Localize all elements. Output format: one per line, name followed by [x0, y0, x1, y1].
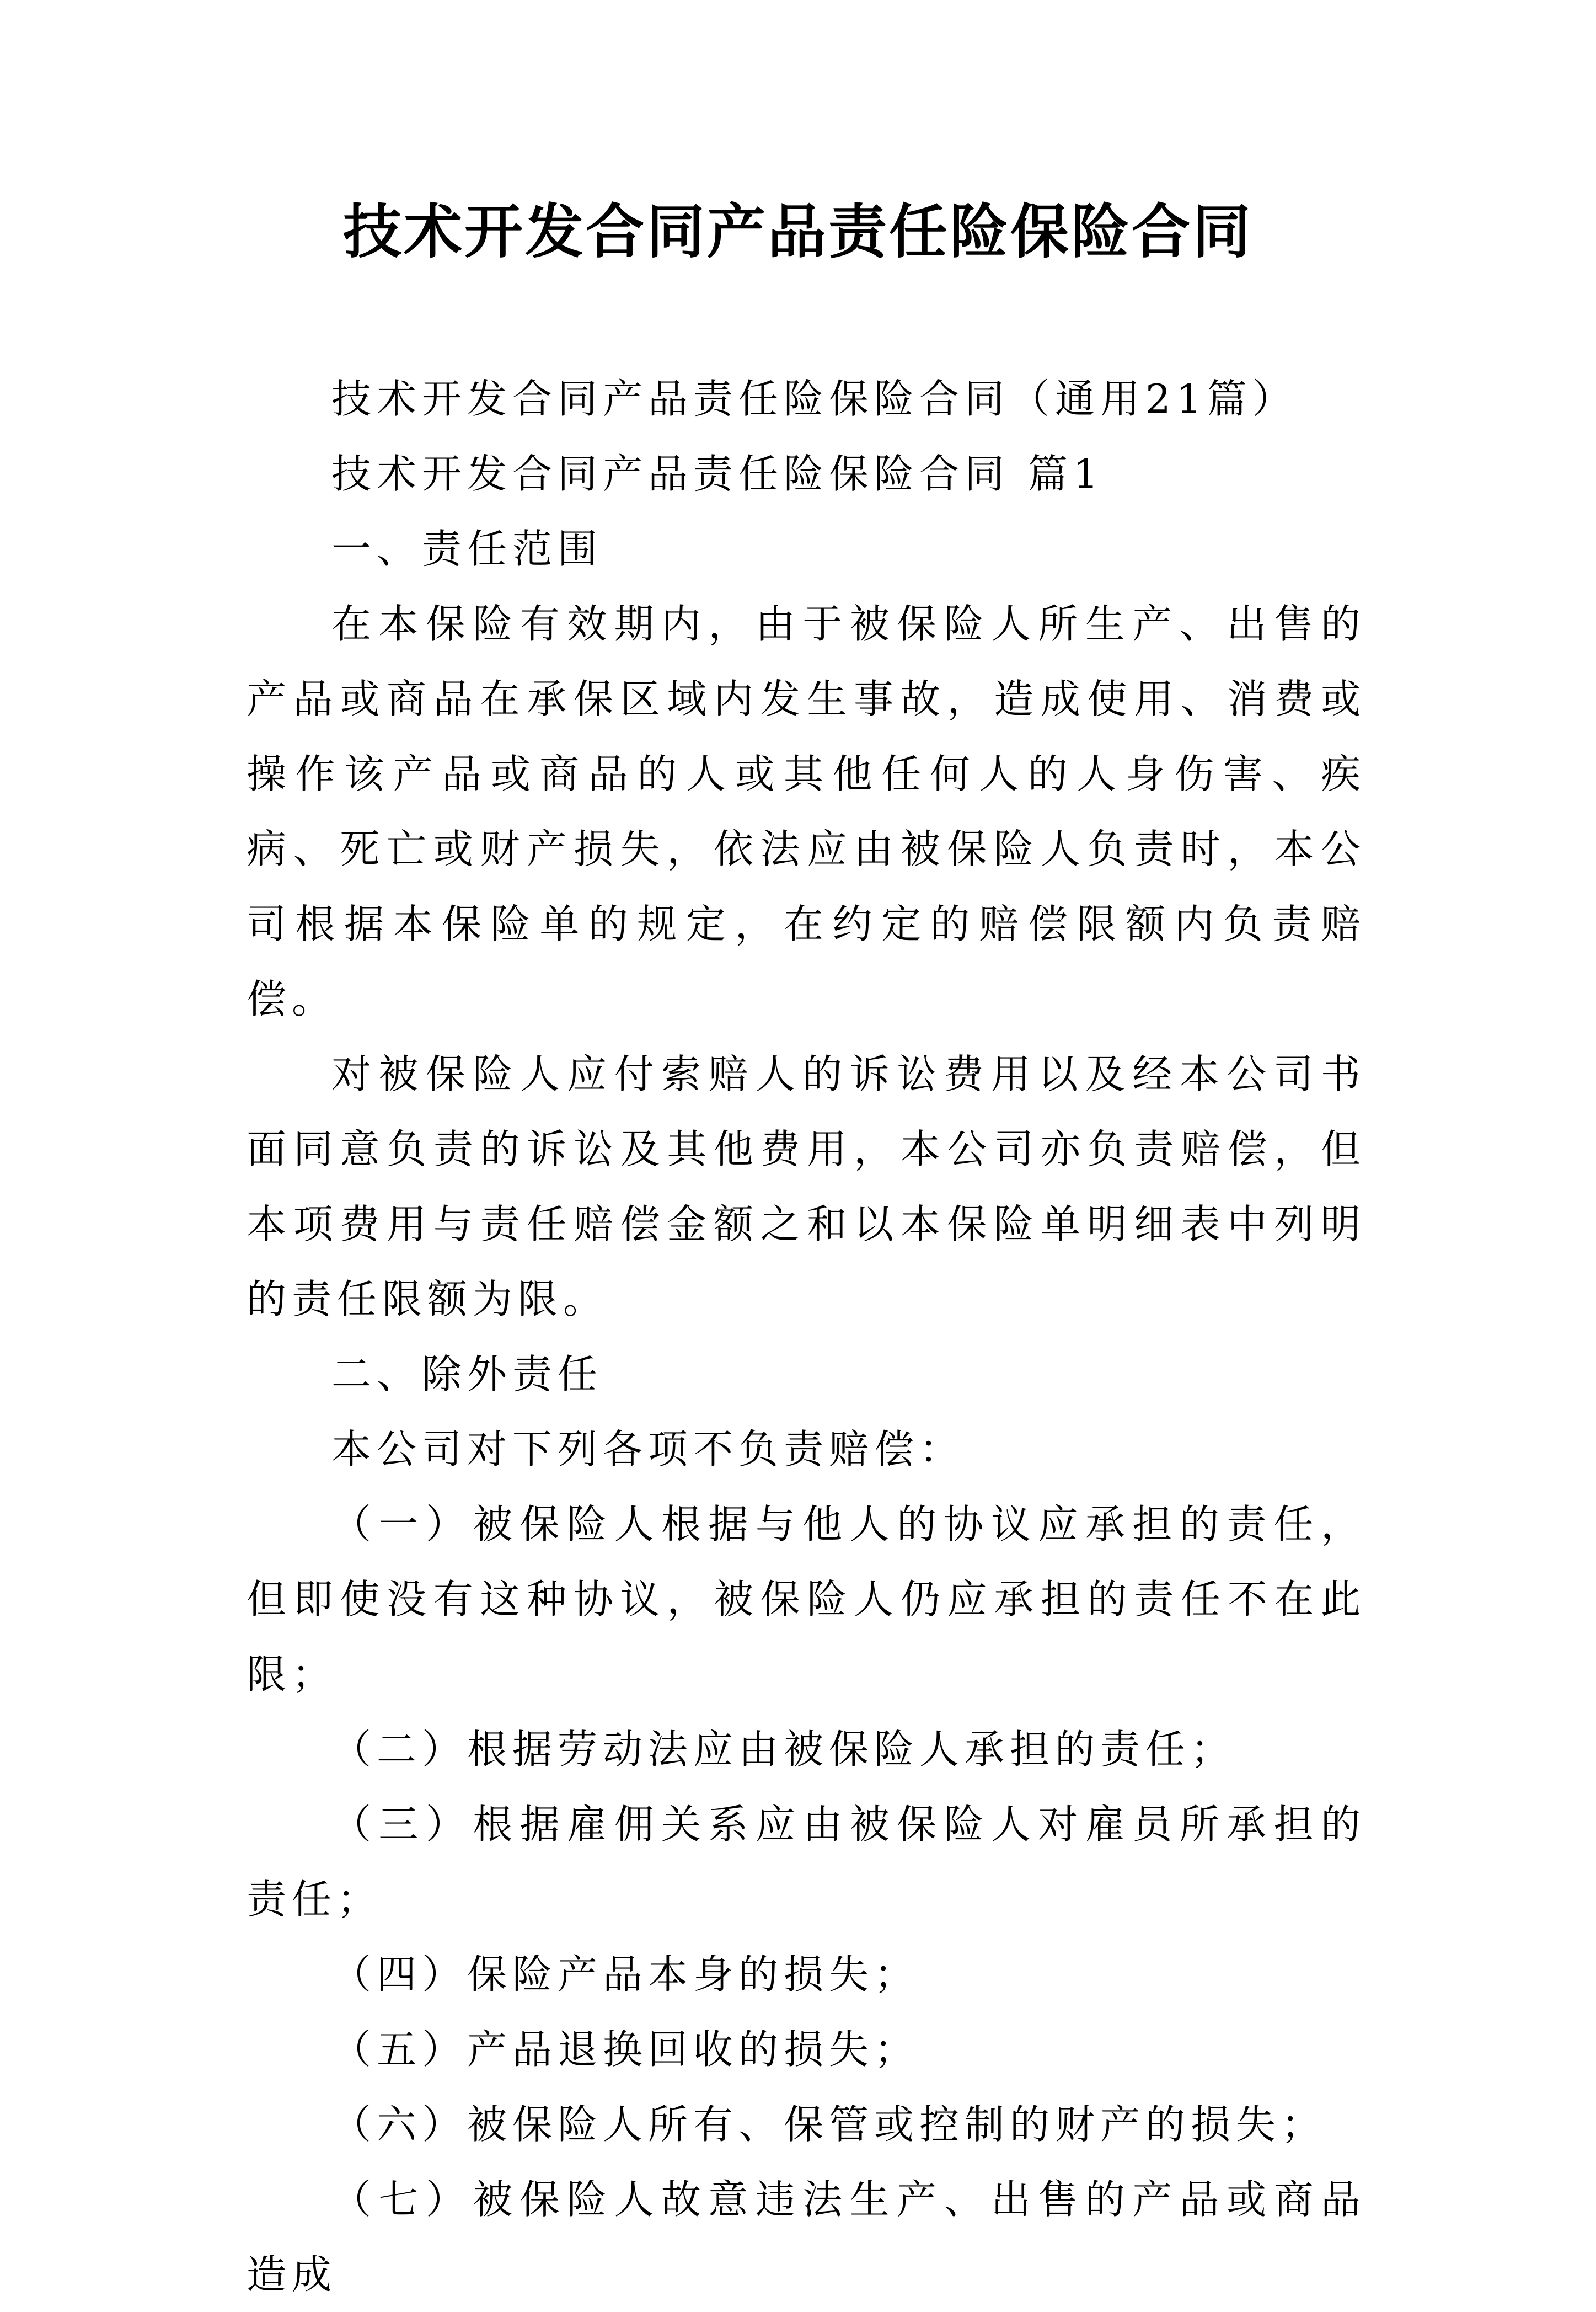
paragraph-exclusions-intro: 本公司对下列各项不负责赔偿：: [331, 1426, 965, 1472]
paragraph-heading-scope: 一、责任范围: [331, 526, 603, 572]
paragraph-exclusion-item: （七）被保险人故意违法生产、出售的产品或商品造成: [247, 2176, 1366, 2298]
paragraph-exclusion-item: （二）根据劳动法应由被保险人承担的责任；: [331, 1726, 1236, 1772]
paragraph-exclusion-item: （六）被保险人所有、保管或控制的财产的损失；: [331, 2101, 1327, 2148]
paragraph-exclusion-item: （五）产品退换回收的损失；: [331, 2026, 920, 2073]
paragraph-section-heading: 技术开发合同产品责任险保险合同 篇1: [331, 451, 1104, 497]
document-title: 技术开发合同产品责任险保险合同: [343, 197, 1253, 266]
paragraph-exclusion-item: （一）被保险人根据与他人的协议应承担的责任，但即使没有这种协议，被保险人仍应承担的责任不在此限；: [247, 1501, 1366, 1697]
paragraph-scope-text: 在本保险有效期内，由于被保险人所生产、出售的产品或商品在承保区域内发生事故，造成使用、消费或操作该产品或商品的人或其他任何人的人身伤害、疾病、死亡或财产损失，依法应由被保险人负责时，本公司根据本保险单的规定，在约定的赔偿限额内负责赔偿。: [247, 601, 1366, 1022]
paragraph-exclusion-item: （三）根据雇佣关系应由被保险人对雇员所承担的责任；: [247, 1801, 1366, 1923]
paragraph-costs-text: 对被保险人应付索赔人的诉讼费用以及经本公司书面同意负责的诉讼及其他费用，本公司亦负责赔偿，但本项费用与责任赔偿金额之和以本保险单明细表中列明的责任限额为限。: [247, 1051, 1366, 1322]
paragraph-heading-exclusions: 二、除外责任: [331, 1351, 603, 1397]
document-body: [247, 361, 1366, 2312]
paragraph-exclusion-item: （四）保险产品本身的损失；: [331, 1951, 920, 1998]
paragraph-subtitle: 技术开发合同产品责任险保险合同（通用21篇）: [331, 376, 1298, 422]
